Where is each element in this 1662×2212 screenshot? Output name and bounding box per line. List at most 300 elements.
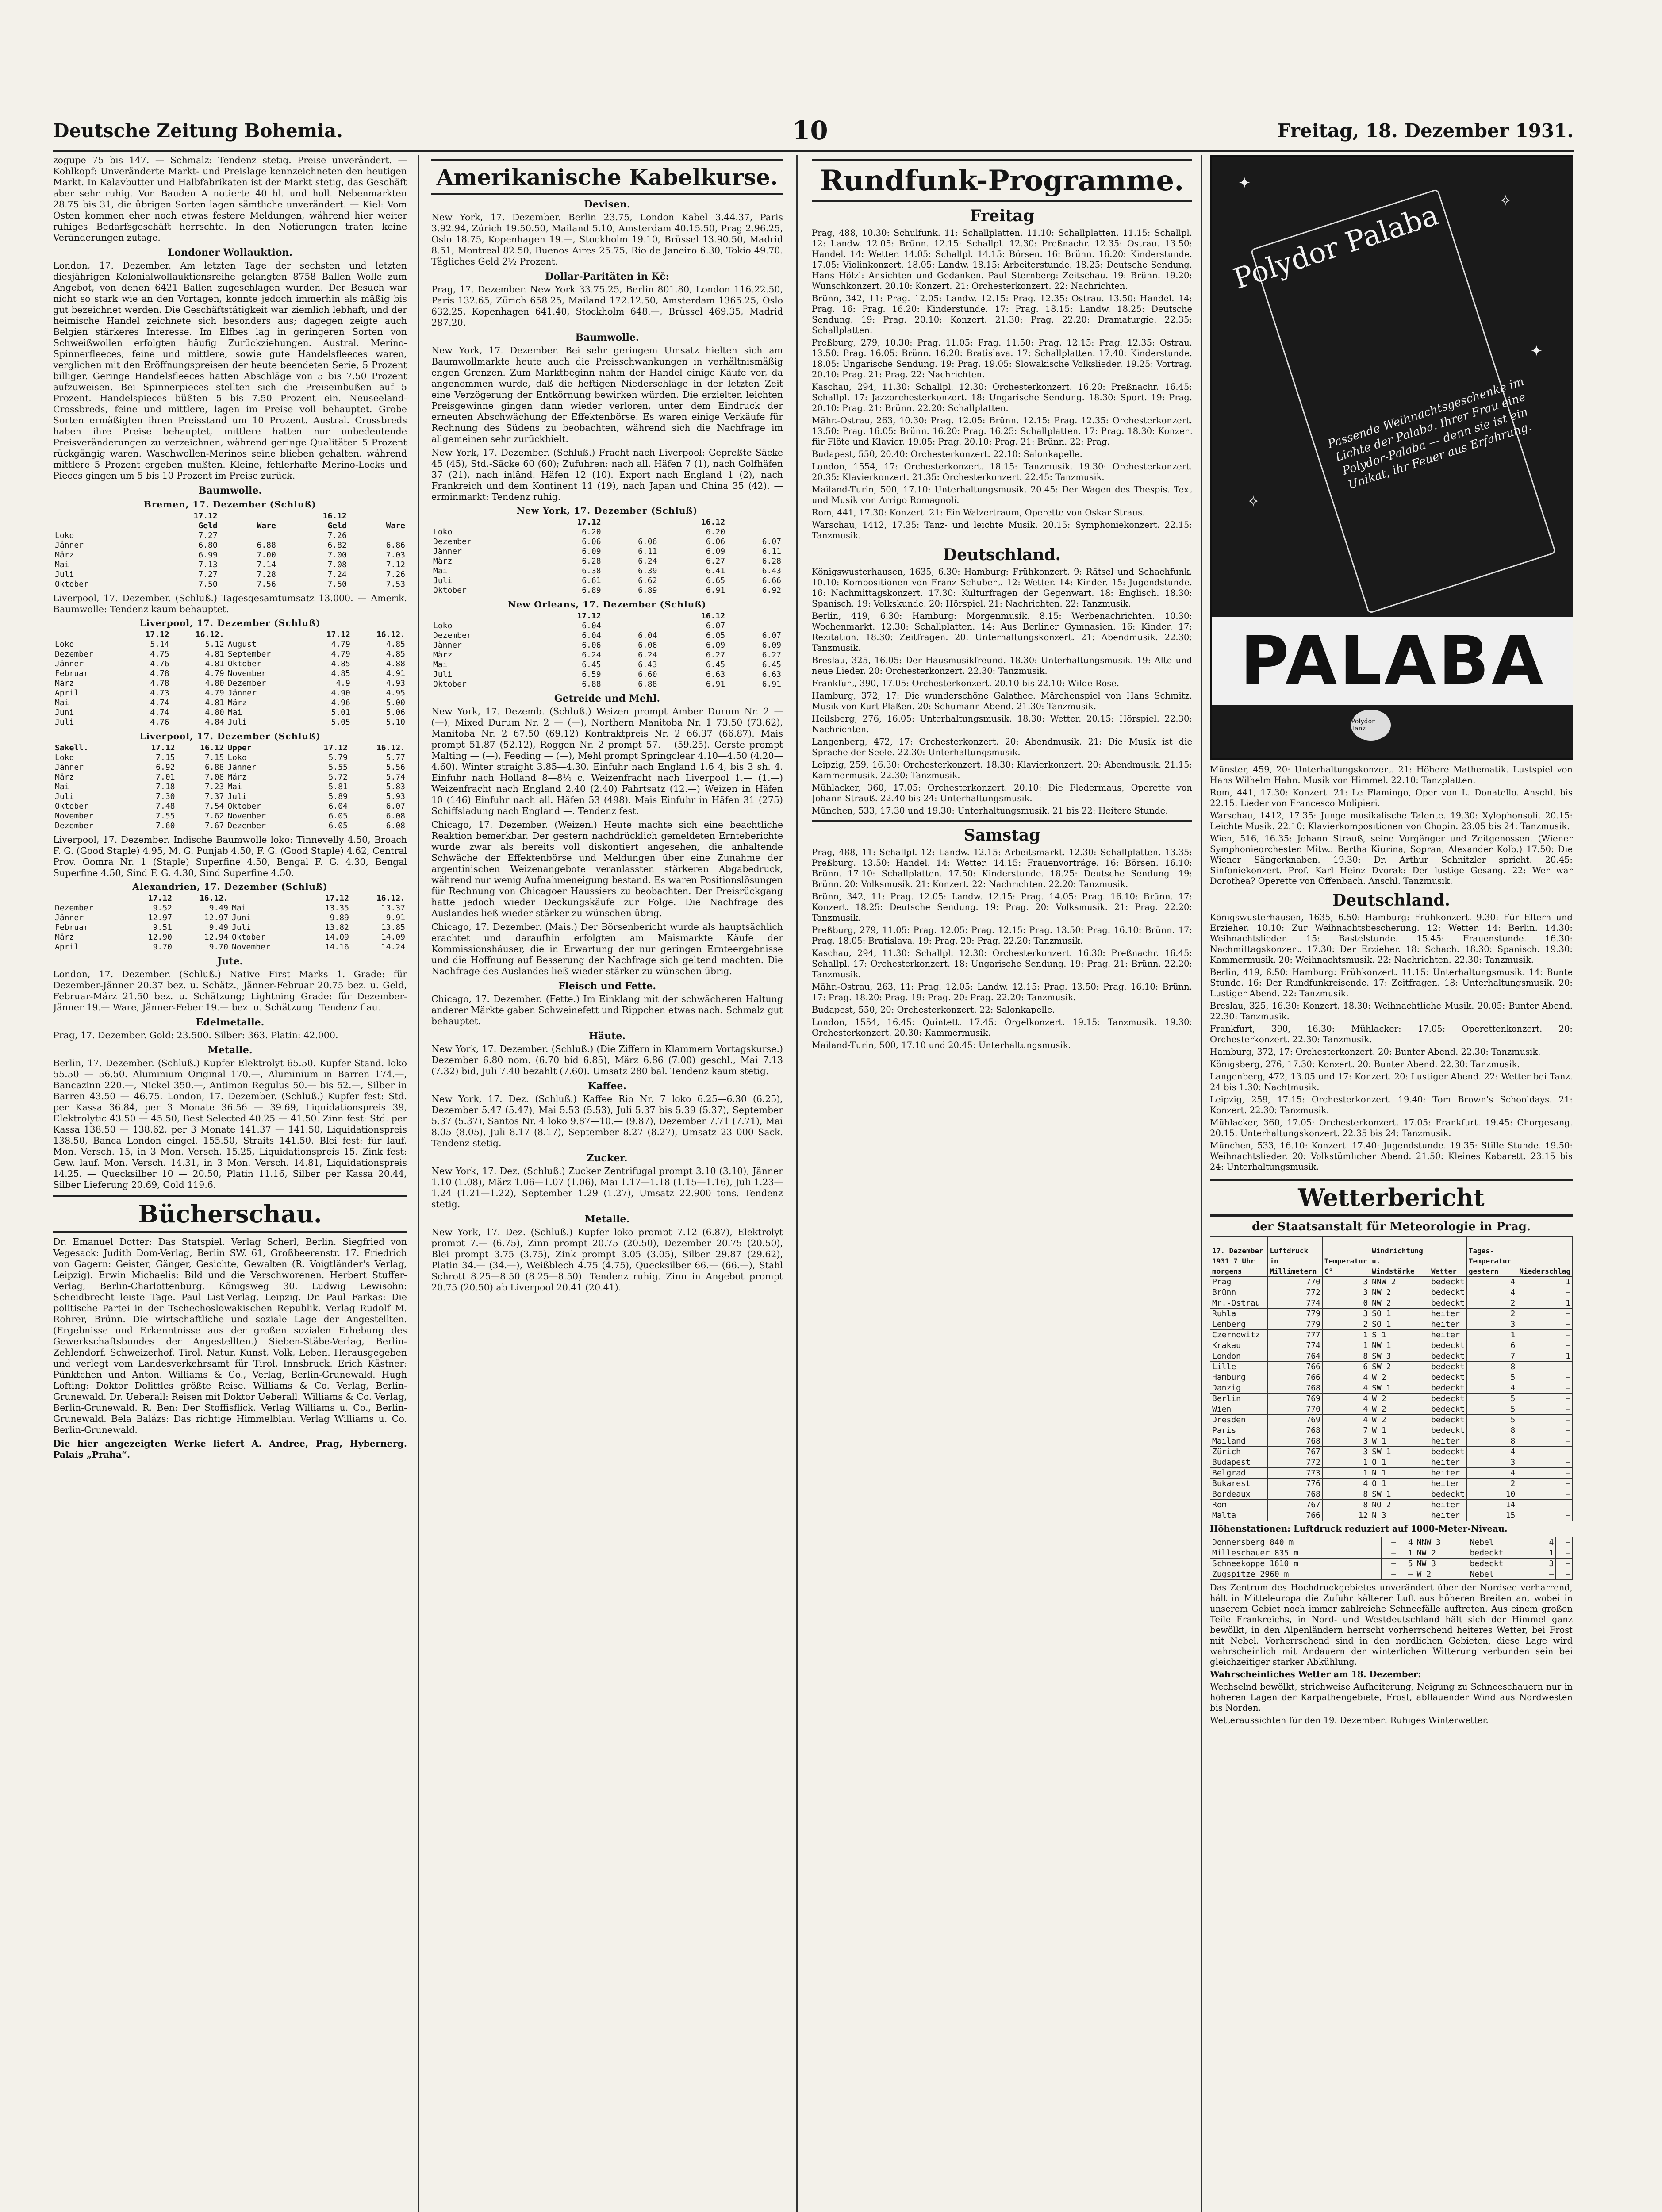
table-cell: —	[1539, 1569, 1556, 1580]
table-cell: —	[1398, 1569, 1415, 1580]
table-row	[1210, 1298, 1573, 1309]
outlook-text: Wetteraussichten für den 19. Dezember: Ruhiges Winterwetter.	[1210, 1715, 1489, 1725]
table-cell: 6.59	[582, 670, 601, 679]
table-cell: 9.89	[330, 913, 349, 922]
table-cell: 6.05	[706, 631, 725, 640]
table-cell: 4.79	[205, 688, 224, 698]
table-cell: Juli	[55, 570, 74, 579]
table-cell: Juli	[433, 576, 453, 585]
table-cell: 6.45	[762, 660, 781, 669]
table-cell: 6.88	[204, 763, 224, 772]
section-heading: Getreide und Mehl.	[554, 693, 660, 704]
table-cell: Mailand	[1210, 1436, 1268, 1447]
table-row	[1210, 1559, 1573, 1569]
table-body	[53, 753, 407, 831]
table-cell: März	[55, 933, 74, 942]
table-cell: 1	[1517, 1298, 1573, 1309]
table-cell: November	[227, 669, 266, 678]
table-cell: 1	[1322, 1457, 1370, 1468]
table-row	[431, 680, 783, 689]
table-cell: 6.06	[706, 537, 725, 546]
table-cell: 6.07	[386, 802, 405, 811]
table-cell: Loko	[55, 640, 74, 649]
radio-station-entry: Berlin, 419, 6.50: Hamburg: Frühkonzert. 11.15: Unterhaltungsmusik. 14: Bunte Stunde. 16: Der Rundfunkreisende. 17: Zeitfragen. 18: Unterhaltungsmusik. 20: Lustiger Abend. 22: Tanzmusik.	[1210, 967, 1573, 998]
table-row	[53, 792, 407, 802]
radio-station-entry: Hamburg, 372, 17: Orchesterkonzert. 20: Bunter Abend. 22.30: Tanzmusik.	[1210, 1047, 1541, 1057]
table-cell: 6.04	[638, 631, 657, 640]
table-cell: 6.86	[386, 541, 405, 550]
radio-list-germany	[812, 567, 1192, 816]
table-cell: —	[1556, 1569, 1573, 1580]
column-divider	[418, 155, 419, 2212]
table-cell: 6.88	[257, 541, 276, 550]
table-cell: —	[1382, 1548, 1398, 1559]
table-cell: 6.11	[638, 547, 657, 556]
article-text: Prag, 17. Dezember. New York 33.75.25, Berlin 801.80, London 116.22.50, Paris 132.65, Zürich 658.25, Mailand 172.12.50, Amsterdam 1365.25, Oslo 632.25, Kopenhagen 641.40, Stockholm 648.—, Brüssel 469.35, Madrid 287.20.	[431, 284, 783, 328]
table-cell: Juni	[231, 913, 251, 922]
books-title: Bücherschau.	[53, 1195, 407, 1233]
table-cell: 9.70	[153, 942, 172, 952]
article-text: New York, 17. Dez. (Schluß.) Zucker Zentrifugal prompt 3.10 (3.10), Jänner 1.10 (1.08), März 1.06—1.07 (1.06), Mai 1.17—1.18 (1.15—1.16), Juli 1.23—1.24 (1.21—1.22), September 1.29 (1.27), Umsatz 22.900 tons. Tendenz stetig.	[431, 1166, 783, 1210]
table-cell: 6.27	[706, 650, 725, 660]
radio-station-entry: Mähr.-Ostrau, 263, 11: Prag. 12.05: Landw. 12.15: Prag. 13.50: Prag. 16.10: Brünn. 17: Prag. 18.20: Prag. 19: Prag. 20: Prag. 22.20: Tanzmusik.	[812, 982, 1192, 1002]
ad-brand-name: PALABA	[1212, 617, 1573, 705]
table-cell: Mai	[227, 708, 242, 717]
table-cell: 6	[1466, 1340, 1517, 1351]
table-cell: 6.05	[328, 821, 348, 830]
table-cell: Juli	[433, 670, 453, 679]
table-row	[53, 669, 407, 679]
table-row	[1210, 1394, 1573, 1404]
table-cell: 6.27	[706, 557, 725, 566]
table-row	[1210, 1447, 1573, 1457]
table-cell: Dezember	[227, 679, 266, 688]
weather-report-text: Das Zentrum des Hochdruckgebietes unverändert über der Nordsee verharrend, hält in Mitteleuropa die Zufuhr kälterer Luft aus höheren Breiten an, wobei in unserem Gebiet noch immer zahlreiche Schneefälle auftreten. Aus einem großen Teile Frankreichs, in Nord- und Westdeutschland hält sich der Himmel ganz bewölkt, in den Alpenländern herrscht vorherrschend heiteres Wetter, bei Frost mit Nebel. Vorherrschend sind in den nordlichen Gebieten, diese Lage wird wahrscheinlich mit Andauern der winterlichen Witterung verbunden sein bei gleichzeitiger starker Abkühlung.	[1210, 1582, 1573, 1667]
table-cell: 766	[1268, 1362, 1323, 1372]
table-cell: 12.94	[204, 933, 228, 942]
table-cell: 6.43	[638, 660, 657, 669]
table-cell: 12	[1322, 1510, 1370, 1521]
table-cell: —	[1556, 1537, 1573, 1548]
ad-brand-lettering: Polydor Palaba	[1229, 199, 1443, 296]
table-row	[1210, 1340, 1573, 1351]
table-cell: heiter	[1429, 1309, 1466, 1319]
table-body	[53, 531, 407, 589]
table-cell: 7.08	[204, 772, 224, 782]
mountain-weather-table	[1210, 1537, 1573, 1580]
table-cell: Schneekoppe 1610 m	[1210, 1559, 1382, 1569]
table-cell: 6.65	[706, 576, 725, 585]
table-cell: 764	[1268, 1351, 1323, 1362]
table-cell: Zugspitze 2960 m	[1210, 1569, 1382, 1580]
article-text: London, 17. Dezember. (Schluß.) Native First Marks 1. Grade: für Dezember-Jänner 20.37 bez. u. Schätz., Jänner-Februar 20.75 bez. u. Geld, Februar-März 21.50 bez. u. Schätzung; Lightning Grade: für Dezember-Jänner 19.— Ware, Jänner-Feber 19.— bez. u. Schätzung. Tendenz flau.	[53, 969, 407, 1013]
table-cell: 7.18	[156, 782, 175, 791]
table-cell: Mai	[433, 660, 448, 669]
table-cell: 1	[1398, 1548, 1415, 1559]
table-row	[1210, 1287, 1573, 1298]
page-number: 10	[792, 115, 828, 146]
table-row	[1210, 1383, 1573, 1394]
table-row	[431, 650, 783, 660]
table-cell: —	[1517, 1479, 1573, 1489]
radio-station-entry: Hamburg, 372, 17: Die wunderschöne Galathee. Märchenspiel von Hans Schmitz. Musik von Kurt Plaßen. 20: Schumann-Abend. 21.30: Tanzmusik.	[812, 691, 1192, 711]
radio-station-entry: Langenberg, 472, 13.05 und 17: Konzert. 20: Lustiger Abend. 22: Wetter bei Tanz. 24 bis 1.30: Nachtmusik.	[1210, 1071, 1573, 1092]
table-cell: W 2	[1370, 1404, 1429, 1415]
palaba-advertisement	[1210, 155, 1573, 760]
table-cell: 6.89	[638, 586, 657, 595]
table-row	[431, 586, 783, 595]
table-cell: 6.09	[706, 641, 725, 650]
mountain-stations-title: Höhenstationen: Luftdruck reduziert auf 1000-Meter-Niveau.	[1210, 1524, 1508, 1534]
table-row	[53, 811, 407, 821]
table-cell: 1	[1517, 1277, 1573, 1287]
table-cell: 4	[1466, 1287, 1517, 1298]
table-cell: 6.38	[582, 566, 601, 576]
table-cell: August	[227, 640, 257, 649]
radio-station-entry: Mühlacker, 360, 17.05: Orchesterkonzert. 17.05: Frankfurt. 19.45: Chorgesang. 20.15: Unterhaltungskonzert. 22.35 bis 24: Tanzmusik.	[1210, 1118, 1573, 1138]
header-date: Freitag, 18. Dezember 1931.	[1277, 119, 1574, 142]
table-cell: 5.01	[331, 708, 350, 717]
table-cell: 4.85	[386, 640, 405, 649]
table-cell: 6.66	[762, 576, 781, 585]
table-cell: 6.63	[762, 670, 781, 679]
table-cell: 4.78	[150, 679, 169, 688]
table-cell: 4.90	[331, 688, 350, 698]
table-cell: 1	[1517, 1351, 1573, 1362]
table-cell: 768	[1268, 1383, 1323, 1394]
table-cell: Ruhla	[1210, 1309, 1268, 1319]
table-cell: September	[227, 649, 271, 659]
table-cell: —	[1517, 1468, 1573, 1479]
table-cell: —	[1517, 1362, 1573, 1372]
table-row	[53, 763, 407, 772]
table-cell: —	[1556, 1559, 1573, 1569]
table-cell: 14.09	[381, 933, 405, 942]
weather-table: 17. Dezember 1931 7 Uhr morgens Luftdruck in Millimetern Temperatur C° Windrichtung u. Windstärke Wetter Tages-Temperatur gestern Niederschlag Prag 770 3 NNW 2 bedeckt 4 1 Brünn 772 3 NW 2 bedeckt 4 — Mr.-Ostrau 774 0 NW 2 bedeckt 2 1 Ruhla 779 3 SO 1 heiter 2 — Lemberg 779 2 SO 1 heiter 3 — Czernowitz 777 1 S 1 heiter 1 — Krakau 774 1 NW 1 bedeckt 6 — London 764 8 SW 3 bedeckt 7 1 Lille 766 6 SW 2 bedeckt 8 — Hamburg 766 4 W 2 bedeckt 5 — Danzig 768 4 SW 1 bedeckt 4 — Berlin 769 4 W 2 bedeckt 5 — Wien 770 4 W 2 bedeckt 5 — Dresden 769 4 W 2 bedeckt 5 — Paris 768 7 W 1 bedeckt 8 — Mailand 768 3 W 1 heiter 8 — Zürich 767 3 SW 1 bedeckt 4 — Budapest 772 1 O 1 heiter 3 — Belgrad 773 1 N 1 heiter 4 — Bukarest 776 4 O 1 heiter 2 — Bordeaux 768 8 SW 1 bedeckt 10 — Rom 767 8 NO 2 heiter 14 — Malta 766 12 N 3 heiter 15 —	[1210, 1236, 1573, 1521]
table-cell: 10	[1466, 1489, 1517, 1500]
article-text: Chicago, 17. Dezember. (Mais.) Der Börsenbericht wurde als hauptsächlich erachtet und daraufhin erfolgten am Maismarkte Käufe der Kommissionshäuser, die in Erwartung der nur geringen Ernteergebnisse und die Hoffnung auf Besserung der Nachfrage sich geltend machten. Die Nachfrage des Auslandes ließ wieder stärker zu wünschen übrig.	[431, 922, 783, 976]
table-cell: 3	[1322, 1309, 1370, 1319]
table-cell: 770	[1268, 1277, 1323, 1287]
table-body	[53, 640, 407, 727]
table-cell: SW 2	[1370, 1362, 1429, 1372]
table-row	[53, 782, 407, 792]
table-cell: 14	[1466, 1500, 1517, 1510]
column-4	[1210, 155, 1573, 2212]
table-cell: 4.95	[386, 688, 405, 698]
table-cell: März	[55, 772, 74, 782]
table-cell: 768	[1268, 1436, 1323, 1447]
table-cell: 6.39	[638, 566, 657, 576]
table-cell: Mai	[55, 782, 69, 791]
table-title: New Orleans, 17. Dezember (Schluß)	[508, 599, 706, 610]
table-cell: 5.12	[205, 640, 224, 649]
table-cell: Oktober	[55, 802, 88, 811]
radio-station-entry: Breslau, 325, 16.05: Der Hausmusikfreund. 18.30: Unterhaltungsmusik. 19: Alte und neue Lieder. 20: Orchesterkonzert. 22.30: Tanzmusik.	[812, 655, 1192, 676]
table-cell: 772	[1268, 1287, 1323, 1298]
table-cell: 6.06	[638, 537, 657, 546]
table-cell: 6.41	[706, 566, 725, 576]
table-cell: 7.54	[204, 802, 224, 811]
radio-station-entry: Mailand-Turin, 500, 17.10: Unterhaltungsmusik. 20.45: Der Wagen des Thespis. Text und Musik von Arrigo Romagnoli.	[812, 484, 1192, 505]
table-cell: Jänner	[55, 763, 84, 772]
radio-station-entry: Heilsberg, 276, 16.05: Unterhaltungsmusik. 18.30: Wetter. 20.15: Hörspiel. 22.30: Nachrichten.	[812, 714, 1192, 734]
table-cell: Loko	[55, 753, 74, 762]
weather-subtitle: der Staatsanstalt für Meteorologie in Prag.	[1252, 1220, 1531, 1233]
table-cell: —	[1517, 1510, 1573, 1521]
table-cell: 4	[1398, 1537, 1415, 1548]
section-heading: Londoner Wollauktion.	[167, 247, 293, 258]
radio-station-entry: Rom, 441, 17.30: Konzert. 21: Ein Walzertraum, Operette von Oskar Straus.	[812, 507, 1145, 518]
table-cell: 4.74	[150, 708, 169, 717]
radio-list-saturday	[812, 847, 1192, 1051]
article-text: London, 17. Dezember. Am letzten Tage der sechsten und letzten diesjährigen Kolonialwollauktionsreihe gelangten 8758 Ballen Wolle zum Angebot, von denen 6421 Ballen zugeschlagen wurden. Der Besuch war nicht so stark wie an den Vortagen, konnte jedoch immerhin als mäßig bis gut bezeichnet werden. Die Geschäftstätigkeit war ziemlich lebhaft, und der heimische Handel zeichnete sich besonders aus; dagegen zeigte auch Belgien stärkeres Interesse. Im Elfbes lag in geringeren Sorten von Schweißwollen erfolgten häufig Zurückziehungen. Austral. Merino-Spinnerfleeces, feine und mittlere, sowie gute Handelsfleeces waren, verglichen mit den Eröffnungspreisen der heute beendeten Serie, 5 Prozent billiger. Geringe Handelsfleeces hatten Abschläge von 5 bis 7.50 Prozent aufzuweisen. Bei Spinnerpieces stellten sich die Preiseinbußen auf 5 Prozent. Handelspieces büßten 5 bis 7.50 Prozent ein. Neuseeland-Crossbreds, feine und mittlere, lagen im Preise voll behauptet. Grobe Sorten ermäßigten ihren Preisstand um 10 Prozent. Austral. Crossbreds haben ihre Preise behauptet, mittlere hatten nur unbedeutende Preisveränderungen zu verzeichnen, während geringe Qualitäten 5 Prozent rückgängig waren. Waschwollen-Merinos seine blieben gehalten, während mittlere 5 Prozent ergeben mußten. Kleine, fehlerhafte Merino-Locks und Pieces gingen um 5 bis 10 Prozent im Preise zurück.	[53, 260, 407, 481]
table-row	[431, 576, 783, 586]
table-cell: 4.85	[331, 669, 350, 678]
table-cell: 8	[1466, 1362, 1517, 1372]
radio-programs-title: Rundfunk-Programme.	[812, 159, 1192, 202]
table-cell: Oktober	[433, 680, 467, 689]
table-cell: N 3	[1370, 1510, 1429, 1521]
table-row	[431, 641, 783, 650]
section-heading: Baumwolle.	[575, 332, 639, 343]
table-cell: 13.82	[325, 923, 349, 932]
table-cell: Malta	[1210, 1510, 1268, 1521]
table-cell: S 1	[1370, 1330, 1429, 1340]
table-cell: Dezember	[55, 903, 93, 913]
table-cell: 7.67	[204, 821, 224, 830]
table-cell: 5	[1466, 1415, 1517, 1425]
table-cell: 6.08	[386, 821, 405, 830]
table-cell: bedeckt	[1429, 1394, 1466, 1404]
header-rule	[53, 150, 1574, 152]
table-cell: 4	[1322, 1415, 1370, 1425]
section-heading: Zucker.	[587, 1152, 628, 1164]
table-cell: —	[1517, 1340, 1573, 1351]
table-cell: November	[231, 942, 270, 952]
table-cell: W 2	[1415, 1569, 1468, 1580]
table-row	[1210, 1468, 1573, 1479]
table-cell: SO 1	[1370, 1319, 1429, 1330]
day-heading-saturday: Samstag	[963, 826, 1040, 845]
table-row	[1210, 1404, 1573, 1415]
column-divider	[796, 155, 798, 2212]
forecast-title: Wahrscheinliches Wetter am 18. Dezember:	[1210, 1669, 1421, 1679]
radio-list-germany-saturday	[1210, 912, 1573, 1172]
table-cell: 2	[1466, 1298, 1517, 1309]
table-cell: März	[55, 679, 74, 688]
radio-station-entry: Preßburg, 279, 10.30: Prag. 11.05: Prag. 11.50: Prag. 12.15: Prag. 12.35: Ostrau. 13.50: Prag. 16.05: Brünn. 16.20: Bratislava. 17: Schallplatten. 17.40: Kinderstunde. 18.05: Ungarische Sendung. 19: Prag. 19.05: Slowakische Volkslieder. 19.25: Vortrag. 20.10: Prag. 21: Prag. 22: Nachrichten.	[812, 338, 1192, 380]
table-cell: Jänner	[55, 913, 84, 922]
table-cell: NO 2	[1370, 1500, 1429, 1510]
table-cell: 4	[1539, 1537, 1556, 1548]
weather-date: 17. Dezember 1931 7 Uhr morgens	[1210, 1237, 1268, 1277]
books-footnote: Die hier angezeigten Werke liefert A. Andree, Prag, Hybernerg. Palais „Praha“.	[53, 1438, 407, 1460]
table-cell: Paris	[1210, 1425, 1268, 1436]
table-cell: 6.91	[706, 586, 725, 595]
table-row	[53, 659, 407, 669]
table-cell: bedeckt	[1429, 1415, 1466, 1425]
table-cell: 0	[1322, 1298, 1370, 1309]
table-cell: NNW 3	[1415, 1537, 1468, 1548]
radio-station-entry: London, 1554, 16.45: Quintett. 17.45: Orgelkonzert. 19.15: Tanzmusik. 19.30: Orchesterkonzert. 20.30: Kammermusik.	[812, 1017, 1192, 1038]
table-cell: Juli	[227, 792, 247, 801]
table-cell: heiter	[1429, 1500, 1466, 1510]
weather-title: Wetterbericht	[1210, 1179, 1573, 1217]
table-cell: 9.49	[209, 923, 228, 932]
ad-slogan: Passende Weihnachtsgeschenke im Lichte der Palaba. Ihrer Frau eine Polydor-Palaba — denn sie ist ein Unikat, ihr Feuer aus Erfahrung.	[1326, 375, 1533, 492]
table-title: Liverpool, 17. Dezember (Schluß)	[139, 731, 321, 741]
table-title: Bremen, 17. Dezember (Schluß)	[143, 499, 317, 510]
table-cell: 5.89	[328, 792, 348, 801]
table-cell: heiter	[1429, 1330, 1466, 1340]
article-text: Liverpool, 17. Dezember. (Schluß.) Tagesgesamtumsatz 13.000. — Amerik. Baumwolle: Tendenz kaum behauptet.	[53, 593, 407, 614]
table-cell: Zürich	[1210, 1447, 1268, 1457]
article-text: Liverpool, 17. Dezember. Indische Baumwolle loko: Tinnevelly 4.50, Broach F. G. (Good Staple) 4.95, M. G. Punjab 4.50, F. G. (Good Staple) 4.62, Central Prov. Oomra Nr. 1 (Staple) Superfine 4.50, Bengal F. G. 4.30, Bengal Superfine 4.50, Sind F. G. 4.30, Sind Superfine 4.50.	[53, 834, 407, 878]
table-cell: —	[1556, 1548, 1573, 1559]
table-cell: 5.56	[386, 763, 405, 772]
table-row	[431, 631, 783, 641]
table-cell: 6.45	[582, 660, 601, 669]
table-cell: 3	[1539, 1559, 1556, 1569]
table-cell: 8	[1322, 1489, 1370, 1500]
table-cell: Loko	[433, 621, 453, 630]
table-row	[1210, 1457, 1573, 1468]
table-cell: Dezember	[55, 821, 93, 830]
table-cell: 6.08	[386, 811, 405, 821]
radio-station-entry: Kaschau, 294, 11.30: Schallpl. 12.30: Orchesterkonzert. 16.30: Preßnachr. 16.45: Schallpl. 17: Orchesterkonzert. 18: Ungarische Sendung. 19: Prag. 21: Brünn. 22.20: Tanzmusik.	[812, 948, 1192, 979]
table-cell: 6.24	[638, 650, 657, 660]
table-cell: 5.72	[328, 772, 348, 782]
table-cell: —	[1517, 1425, 1573, 1436]
table-cell: 13.35	[325, 903, 349, 913]
table-cell: 5.74	[386, 772, 405, 782]
table-cell: 14.16	[325, 942, 349, 952]
table-cell: 4.81	[205, 698, 224, 707]
table-row	[53, 560, 407, 570]
table-cell: 5.55	[328, 763, 348, 772]
table-cell: 6.91	[762, 680, 781, 689]
table-cell: 7.00	[327, 550, 347, 560]
table-cell: 6.09	[706, 547, 725, 556]
table-cell: SW 1	[1370, 1383, 1429, 1394]
radio-station-entry: Leipzig, 259, 17.15: Orchesterkonzert. 19.40: Tom Brown's Schooldays. 21: Konzert. 22.30: Tanzmusik.	[1210, 1094, 1573, 1115]
table-cell: 6.06	[582, 641, 601, 650]
table-cell: Mr.-Ostrau	[1210, 1298, 1268, 1309]
table-cell: 6.99	[198, 550, 218, 560]
table-cell: 15	[1466, 1510, 1517, 1521]
table-cell: 7.15	[156, 753, 175, 762]
table-row	[1210, 1425, 1573, 1436]
table-cell: März	[227, 698, 247, 707]
table-cell: 7.13	[198, 560, 218, 569]
table-cell: Februar	[55, 923, 88, 932]
table-body	[431, 527, 783, 595]
cable-rates-title: Amerikanische Kabelkurse.	[431, 159, 783, 195]
table-row	[431, 527, 783, 537]
table-row	[53, 698, 407, 708]
article-text: New York, 17. Dezember. (Schluß.) Fracht nach Liverpool: Gepreßte Säcke 45 (45), Std.-Säcke 60 (60); Zufuhren: nach all. Häfen 7 (1), nach Golfhäfen 37 (21), nach inländ. Häfen 12 (10). Export nach England 1 (2), nach Frankreich und dem Kontinent 11 (19), nach Japan und China 35 (42). — erminmarkt: Tendenz ruhig.	[431, 447, 783, 502]
table-cell	[603, 621, 659, 631]
table-cell: Donnersberg 840 m	[1210, 1537, 1382, 1548]
table-cell: 5.93	[386, 792, 405, 801]
table-cell: SO 1	[1370, 1309, 1429, 1319]
table-cell: 4	[1322, 1479, 1370, 1489]
table-cell: SW 1	[1370, 1489, 1429, 1500]
table-cell: 7.50	[327, 580, 347, 589]
table-row	[1210, 1489, 1573, 1500]
table-cell: Mai	[231, 903, 246, 913]
article-text: Chicago, 17. Dezember. (Weizen.) Heute machte sich eine beachtliche Reaktion bemerkbar. Der gestern nachdrücklich gemeldeten Ernteberichte wurde zwar als bereits voll diskontiert angesehen, die anhaltende Schwäche der Effektenbörse und Meldungen über eine Zunahme der argentinischen Weizenangebote veranlassten stärkeren Abgabedruck, während nur wenig Aufnahmeneigung bestand. Es waren Positionslösungen für Rechnung von Chicagoer Haussiers zu beobachten. Der Preisrückgang hatte jedoch wieder Deckungskäufe zur Folge. Die Nachfrage des Auslandes ließ wieder stärker zu wünschen übrig.	[431, 819, 783, 918]
table-cell: 6.24	[582, 650, 601, 660]
table-cell: 1	[1466, 1330, 1517, 1340]
table-cell: 14.24	[381, 942, 405, 952]
table-cell: April	[55, 688, 79, 698]
table-cell: 5.10	[386, 718, 405, 727]
table-cell: Jänner	[55, 659, 84, 668]
table-cell: 8	[1322, 1351, 1370, 1362]
table-cell: 3	[1322, 1277, 1370, 1287]
table-cell: 6.04	[328, 802, 348, 811]
table-cell: SW 1	[1370, 1447, 1429, 1457]
column-2	[431, 155, 783, 2212]
table-cell: 2	[1466, 1479, 1517, 1489]
table-row	[53, 649, 407, 659]
page-header	[53, 113, 1574, 148]
table-cell: heiter	[1429, 1479, 1466, 1489]
radio-station-entry: Frankfurt, 390, 17.05: Orchesterkonzert. 20.10 bis 22.10: Wilde Rose.	[812, 678, 1120, 688]
article-text: New York, 17. Dezemb. (Schluß.) Weizen prompt Amber Durum Nr. 2 — (—), Mixed Durum Nr. 2 — (—), Northern Manitoba Nr. 1 73.50 (73.62), Manitoba Nr. 2 67.50 (69.12) Kontraktpreis Nr. 2 66.37 (66.87). Mais prompt 51.87 (52.12), Roggen Nr. 2 prompt 57.— (59.25). Gerste prompt Malting — (—), Feeding — (—), Mehl prompt Springclear 4.10—4.50 (4.20—4.60). Winter straight 3.85—4.30. Einfuhr nach England 1.6 4, bis 3 sh. 4. Einfuhr nach Holland 8—8¼ c. Weizenfracht nach Liverpool 1.— (1.—) Weizenfracht nach England 2.40 (2.40) Fahrtsatz (12.—) Weizen in Häfen 10 (146) Einfuhr nach all. Häfen 53 (498). Mais Einfuhr in Häfen 31 (275) Schiffsladung nach England —. Tendenz fest.	[431, 706, 783, 816]
table-cell: 4	[1322, 1383, 1370, 1394]
radio-list-continued	[1210, 764, 1573, 887]
table-cell: 6.28	[762, 557, 781, 566]
table-cell: März	[433, 557, 453, 566]
table-cell: 6.43	[762, 566, 781, 576]
radio-station-entry: München, 533, 17.30 und 19.30: Unterhaltungsmusik. 21 bis 22: Heitere Stunde.	[812, 806, 1168, 816]
radio-station-entry: Rom, 441, 17.30: Konzert. 21: Le Flamingo, Oper von L. Donatello. Anschl. bis 22.15: Lieder von Francesco Molipieri.	[1210, 787, 1573, 808]
table-cell: 2	[1466, 1309, 1517, 1319]
star-icon: ✧	[1247, 493, 1260, 511]
table-cell: —	[1382, 1537, 1398, 1548]
radio-station-entry: Langenberg, 472, 17: Orchesterkonzert. 20: Abendmusik. 21: Die Musik ist die Sprache der Seele. 22.30: Unterhaltungsmusik.	[812, 737, 1192, 757]
table-cell: 6.63	[706, 670, 725, 679]
table-cell: 7.26	[386, 570, 405, 579]
table-cell: Krakau	[1210, 1340, 1268, 1351]
table-row	[53, 550, 407, 560]
table-cell: 769	[1268, 1394, 1323, 1404]
ad-logo: Polydor Tanz	[1351, 710, 1391, 741]
table-row	[1210, 1537, 1573, 1548]
star-icon: ✦	[1238, 174, 1251, 192]
table-cell: bedeckt	[1429, 1362, 1466, 1372]
table-cell: 4.81	[205, 659, 224, 668]
table-cell: bedeckt	[1429, 1340, 1466, 1351]
table-cell: 5.00	[386, 698, 405, 707]
table-cell: 4.85	[386, 649, 405, 659]
table-cell: 5	[1398, 1559, 1415, 1569]
table-cell: 774	[1268, 1340, 1323, 1351]
section-heading: Metalle.	[584, 1214, 630, 1225]
table-title: Alexandrien, 17. Dezember (Schluß)	[132, 881, 328, 892]
table-cell: 5.83	[386, 782, 405, 791]
table-cell: 6.06	[638, 641, 657, 650]
table-cell: SW 3	[1370, 1351, 1429, 1362]
table-body	[1210, 1277, 1573, 1521]
table-title: Liverpool, 17. Dezember (Schluß)	[139, 618, 321, 628]
table-cell: Oktober	[55, 580, 88, 589]
article-text: New York, 17. Dezember. Berlin 23.75, London Kabel 3.44.37, Paris 3.92.94, Zürich 19.50.50, Mailand 5.10, Amsterdam 40.15.50, Prag 2.96.25, Oslo 18.75, Kopenhagen 19.—, Stockholm 19.10, Brüssel 13.90.50, Madrid 8.51, Montreal 82.50, Buenos Aires 25.75, Rio de Janeiro 6.30, Tokio 49.70. Tägliches Geld 2½ Prozent.	[431, 212, 783, 267]
table-cell: 4	[1466, 1447, 1517, 1457]
